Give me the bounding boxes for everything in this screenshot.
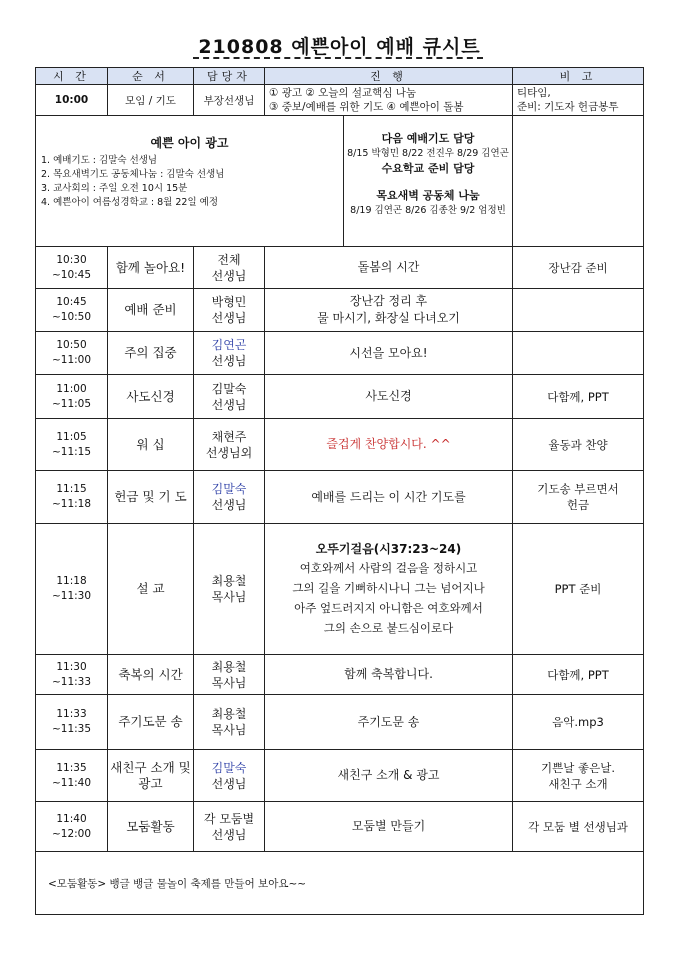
row-activity: 예배 준비 <box>108 289 194 332</box>
time-start: 11:30 <box>56 660 87 673</box>
remark-line: 다함께, PPT <box>547 667 609 682</box>
row-time <box>36 332 108 375</box>
table-row <box>36 289 644 332</box>
row-time <box>36 655 108 695</box>
row-time <box>36 802 108 852</box>
owner-title: 목사님 <box>211 590 247 604</box>
content-line: 모둠별 만들기 <box>351 819 426 833</box>
row-content <box>265 802 513 852</box>
owner-name: 김연곤 <box>211 338 247 352</box>
time-end: ~11:40 <box>51 776 92 789</box>
time-start: 11:05 <box>56 430 87 443</box>
content-line: 물 마시기, 화장실 다녀오기 <box>317 311 460 325</box>
table-row <box>36 655 644 695</box>
remark-line: 음악.mp3 <box>552 715 604 729</box>
activity-line: 새친구 소개 및 <box>110 759 191 775</box>
owner-title: 선생님 <box>211 498 247 512</box>
row-time <box>36 419 108 471</box>
row-content <box>265 471 513 524</box>
row-content <box>265 695 513 750</box>
table-row <box>36 802 644 852</box>
owner-title: 목사님 <box>211 675 247 690</box>
time-start: 10:50 <box>56 339 87 351</box>
gathering-remark-line1: 티타임, <box>517 87 551 99</box>
row-remark <box>513 750 644 802</box>
time-end: ~11:00 <box>51 354 92 366</box>
table-row <box>36 750 644 802</box>
content-line: 사도신경 <box>365 389 412 403</box>
owner-name: 전체 <box>217 252 241 267</box>
sermon-verse-line: 아주 엎드러지지 아니함은 여호와께서 <box>294 600 483 615</box>
row-time <box>36 524 108 655</box>
header-owner: 담당자 <box>194 68 265 85</box>
row-time <box>36 375 108 419</box>
time-end: ~11:33 <box>51 675 92 688</box>
owner-name: 최용철 <box>211 707 247 721</box>
remark-line: 헌금 <box>566 498 590 512</box>
row-activity: 설 교 <box>108 524 194 655</box>
time-start: 10:30 <box>56 253 87 266</box>
row-activity: 헌금 및 기 도 <box>108 471 194 524</box>
time-end: ~11:30 <box>51 590 92 602</box>
row-owner <box>194 802 265 852</box>
sermon-title: 오뚜기걸음(시37:23~24) <box>315 541 462 556</box>
sermon-verse-line: 그의 길을 기뻐하시나니 그는 넘어지나 <box>292 580 485 595</box>
time-start: 11:35 <box>56 761 87 774</box>
time-end: ~10:45 <box>51 268 92 281</box>
gathering-remark-line2: 준비: 기도자 헌금봉투 <box>517 101 619 113</box>
ad-item: 2. 목요새벽기도 공동체나눔 : 김말숙 선생님 <box>41 169 225 180</box>
remark-line: 각 모둠 별 선생님과 <box>528 819 628 834</box>
remark-line: 기쁜날 좋은날. <box>541 760 615 775</box>
table-row <box>36 332 644 375</box>
owner-name: 김말숙 <box>211 760 247 775</box>
owner-title: 선생님 <box>211 311 247 325</box>
row-content <box>265 332 513 375</box>
ad-item: 4. 예쁜아이 여름성경학교 : 8월 22일 예정 <box>41 197 218 208</box>
time-end: ~11:05 <box>51 397 92 410</box>
owner-name: 채현주 <box>211 429 247 444</box>
content-line: 즐겁게 찬양합시다. ^^ <box>326 437 451 451</box>
owner-name: 김말숙 <box>211 381 247 396</box>
row-time <box>36 695 108 750</box>
owner-title: 선생님 <box>211 827 247 842</box>
row-activity: 주의 집중 <box>108 332 194 375</box>
row-time <box>36 289 108 332</box>
row-activity: 주기도문 송 <box>108 695 194 750</box>
time-start: 11:00 <box>56 382 87 395</box>
next-duties <box>344 116 512 246</box>
row-remark <box>513 655 644 695</box>
header-progress: 진 행 <box>265 68 513 85</box>
dawn-duty-list: 8/19 김연곤 8/26 김종찬 9/2 엄정빈 <box>350 205 506 216</box>
owner-name: 김말숙 <box>211 482 247 496</box>
time-end: ~11:15 <box>51 445 92 458</box>
row-activity: 워 십 <box>108 419 194 471</box>
time-start: 10:45 <box>56 296 87 308</box>
gathering-owner: 부장선생님 <box>194 85 265 116</box>
row-remark <box>513 695 644 750</box>
table-row <box>36 247 644 289</box>
row-time <box>36 471 108 524</box>
dawn-duty-head: 목요새벽 공동체 나눔 <box>376 189 480 202</box>
time-start: 11:18 <box>56 575 87 587</box>
ad-item: 1. 예배기도 : 김말숙 선생님 <box>41 155 158 166</box>
header-remark: 비 고 <box>513 68 644 85</box>
table-row <box>36 695 644 750</box>
ad-title: 예쁜 아이 광고 <box>150 136 229 150</box>
row-activity <box>108 750 194 802</box>
row-owner <box>194 289 265 332</box>
content-line: 시선을 모아요! <box>349 345 428 360</box>
footer-row <box>36 852 644 915</box>
table-row <box>36 471 644 524</box>
row-remark <box>513 419 644 471</box>
content-line: 함께 축복합니다. <box>344 667 433 681</box>
row-content <box>265 419 513 471</box>
time-end: ~11:18 <box>51 498 92 510</box>
gathering-progress <box>265 85 513 116</box>
owner-title: 선생님외 <box>205 445 253 460</box>
gathering-row <box>36 85 644 116</box>
remark-line: 기도송 부르면서 <box>537 482 619 496</box>
time-end: ~10:50 <box>51 311 92 323</box>
owner-title: 선생님 <box>211 268 247 283</box>
row-remark <box>513 524 644 655</box>
ad-item: 3. 교사회의 : 주일 오전 10시 15분 <box>41 183 188 194</box>
row-owner <box>194 375 265 419</box>
row-content <box>265 655 513 695</box>
sermon-verse-line: 그의 손으로 붙드심이로다 <box>323 620 454 635</box>
content-line: 예배를 드리는 이 시간 기도를 <box>311 489 466 504</box>
gathering-progress-line2: ③ 중보/예배를 위한 기도 ④ 예쁜아이 돌봄 <box>269 101 464 113</box>
content-line: 장난감 정리 후 <box>349 294 428 308</box>
row-time <box>36 247 108 289</box>
row-content <box>265 289 513 332</box>
gathering-order: 모임 / 기도 <box>108 85 194 116</box>
owner-name: 박형민 <box>211 295 247 309</box>
content-line: 주기도문 송 <box>357 714 420 729</box>
gathering-remark <box>513 85 644 116</box>
row-owner <box>194 332 265 375</box>
row-owner <box>194 695 265 750</box>
row-owner <box>194 524 265 655</box>
row-remark <box>513 332 644 375</box>
header-order: 순 서 <box>108 68 194 85</box>
row-remark <box>513 471 644 524</box>
remark-line: PPT 준비 <box>554 582 602 596</box>
row-activity: 축복의 시간 <box>108 655 194 695</box>
row-remark <box>513 375 644 419</box>
remark-line: 장난감 준비 <box>548 260 608 275</box>
row-owner <box>194 750 265 802</box>
time-end: ~11:35 <box>51 723 92 735</box>
table-row <box>36 375 644 419</box>
ad-section <box>36 116 344 246</box>
announcement-row <box>36 116 644 247</box>
row-owner <box>194 471 265 524</box>
row-time <box>36 750 108 802</box>
gathering-progress-line1: ① 광고 ② 오늘의 설교핵심 나눔 <box>269 87 417 99</box>
row-remark <box>513 289 644 332</box>
owner-name: 각 모둠별 <box>203 811 255 826</box>
table-row <box>36 524 644 655</box>
announcement-box <box>36 116 513 247</box>
owner-title: 목사님 <box>211 723 247 737</box>
header-time: 시 간 <box>36 68 108 85</box>
time-start: 11:33 <box>56 708 87 720</box>
row-activity: 함께 놀아요! <box>108 247 194 289</box>
row-activity: 사도신경 <box>108 375 194 419</box>
row-owner <box>194 655 265 695</box>
remark-line: 율동과 찬양 <box>548 437 608 452</box>
footer-note: <모둠활동> 뱅글 뱅글 물놀이 축제를 만들어 보아요~~ <box>36 852 644 915</box>
owner-title: 선생님 <box>211 776 247 791</box>
row-remark <box>513 802 644 852</box>
row-remark <box>513 247 644 289</box>
prayer-duty-head: 다음 예배기도 담당 <box>381 132 475 145</box>
remark-line: 새친구 소개 <box>548 776 608 791</box>
header-row <box>36 68 644 85</box>
prayer-duty-list: 8/15 박형민 8/22 전진우 8/29 김연곤 <box>347 148 509 159</box>
activity-line: 광고 <box>138 775 163 791</box>
time-start: 11:15 <box>56 483 87 495</box>
row-owner <box>194 419 265 471</box>
announcement-blank <box>513 116 644 247</box>
owner-title: 선생님 <box>211 397 247 412</box>
row-content <box>265 750 513 802</box>
owner-name: 최용철 <box>211 574 247 588</box>
wednesday-duty-head: 수요학교 준비 담당 <box>381 162 475 175</box>
row-owner <box>194 247 265 289</box>
row-content <box>265 375 513 419</box>
owner-name: 최용철 <box>211 659 247 674</box>
time-end: ~12:00 <box>51 827 92 840</box>
owner-title: 선생님 <box>211 354 247 368</box>
row-activity: 모둠활동 <box>108 802 194 852</box>
gathering-time: 10:00 <box>36 85 108 116</box>
cue-sheet-table <box>35 67 644 915</box>
sermon-verse-line: 여호와께서 사람의 걸음을 정하시고 <box>299 560 478 575</box>
content-line: 돌봄의 시간 <box>357 260 420 274</box>
time-start: 11:40 <box>56 812 87 825</box>
table-row <box>36 419 644 471</box>
page-title: 210808 예쁜아이 예배 큐시트 <box>198 36 481 58</box>
content-line: 새친구 소개 & 광고 <box>337 768 440 782</box>
sermon-content <box>265 524 513 655</box>
ad-list <box>36 154 343 210</box>
title-underline <box>193 57 483 59</box>
remark-line: 다함께, PPT <box>547 389 609 404</box>
row-content <box>265 247 513 289</box>
